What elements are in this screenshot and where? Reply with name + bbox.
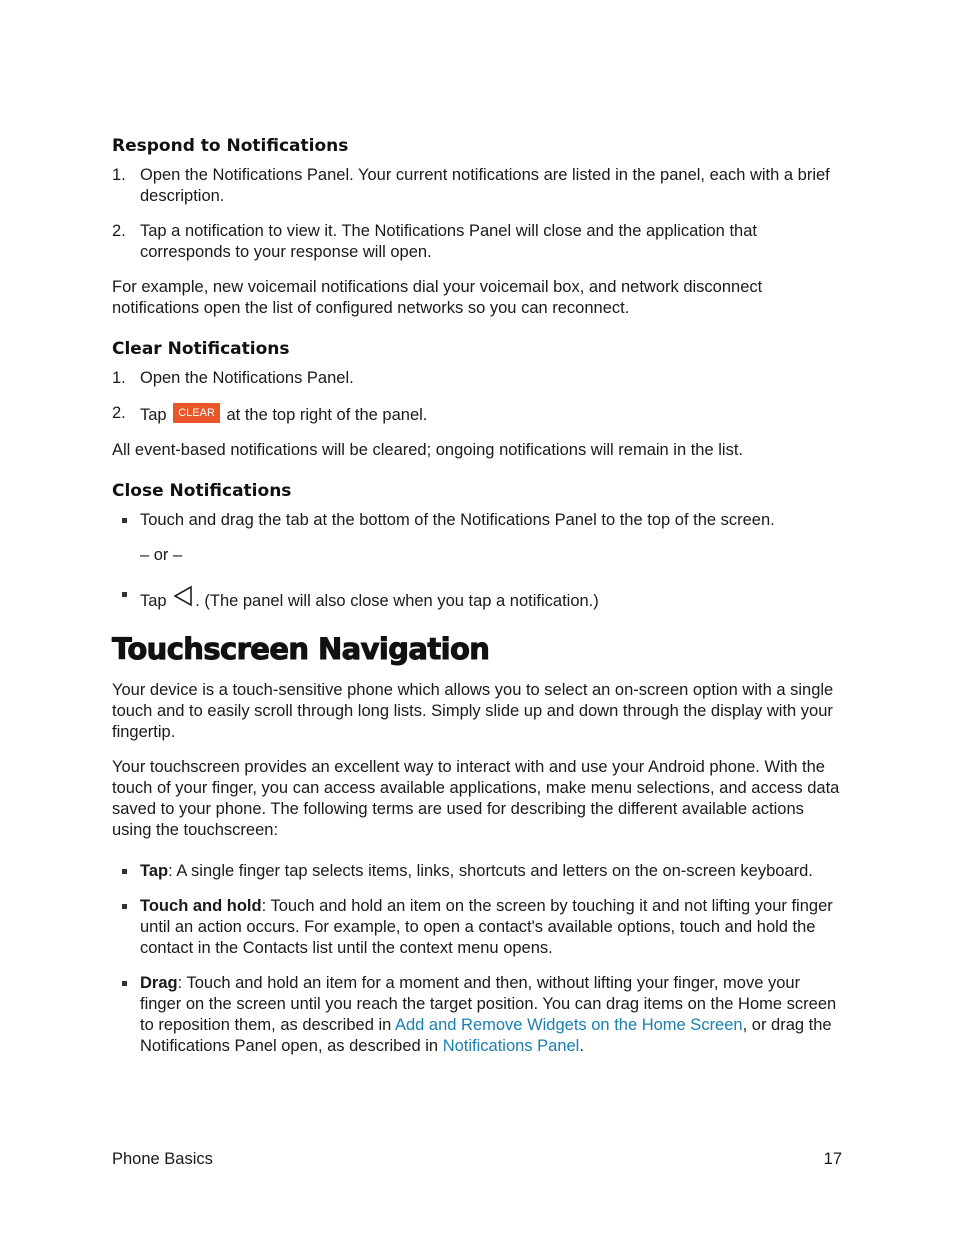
clear-heading: Clear Notifications xyxy=(112,339,290,359)
term-desc: , or drag the Notifications Panel open, as described in xyxy=(140,1016,832,1055)
navigation-paragraph-1: Your device is a touch-sensitive phone which allows you to select an on-screen option with a single touch and to easily scroll through long lists. Simply slide up and down through the display with your fingertip. xyxy=(112,681,834,741)
term-desc: : Touch and hold an item for a moment and then, without lifting your finger, move your finger on the screen until you reach the target position. You can drag items on the Home screen to reposition them, as described in xyxy=(140,974,837,1034)
bullet-icon xyxy=(122,904,127,909)
navigation-paragraph-2: Your touchscreen provides an excellent way to interact with and use your Android phone. With the touch of your finger, you can access available applications, make menu selections, and access data saved to your phone. The following terms are used for describing the different available actions using the touchscreen: xyxy=(112,758,840,839)
navigation-heading: Touchscreen Navigation xyxy=(112,632,490,666)
bullet-icon xyxy=(122,981,127,986)
list-item xyxy=(112,861,842,882)
step-text-before: Tap xyxy=(140,406,167,424)
notifications-panel-link[interactable]: Notifications Panel xyxy=(442,1037,580,1055)
respond-steps xyxy=(112,165,842,263)
step-text: Tap a notification to view it. The Notifications Panel will close and the application that corresponds to your response will open. xyxy=(140,222,757,261)
footer-section: Phone Basics xyxy=(112,1150,213,1168)
close-bullets-2 xyxy=(112,584,842,612)
list-item xyxy=(112,221,842,263)
list-item xyxy=(112,403,842,426)
clear-button-image: CLEAR xyxy=(173,403,220,423)
step-text: Open the Notifications Panel. Your current notifications are listed in the panel, each with a brief description. xyxy=(140,166,830,205)
step-number: 2. xyxy=(112,404,126,422)
clear-steps xyxy=(112,368,842,426)
step-text-after: at the top right of the panel. xyxy=(226,406,428,424)
or-separator: – or – xyxy=(140,546,183,564)
clear-section xyxy=(112,339,842,461)
list-item xyxy=(112,165,842,207)
term-drag: Drag xyxy=(140,974,178,992)
step-number: 1. xyxy=(112,166,126,184)
term-desc: : Touch and hold an item on the screen by touching it and not lifting your finger until an action occurs. For example, to open a contact's available options, touch and hold the contact in the Contacts list until the context menu opens. xyxy=(140,897,833,957)
bullet-icon xyxy=(122,592,127,597)
close-section xyxy=(112,481,842,612)
bullet-text-after: . (The panel will also close when you tap a notification.) xyxy=(195,592,599,610)
step-number: 2. xyxy=(112,222,126,240)
term-desc: : A single finger tap selects items, links, shortcuts and letters on the on-screen keyboard. xyxy=(168,862,813,880)
list-item xyxy=(112,368,842,389)
term-desc: . xyxy=(579,1037,584,1055)
list-item xyxy=(112,896,842,959)
page-number: 17 xyxy=(823,1150,842,1168)
list-item xyxy=(112,973,842,1057)
step-number: 1. xyxy=(112,369,126,387)
term-touch-and-hold: Touch and hold xyxy=(140,897,262,915)
list-item xyxy=(112,584,842,612)
bullet-icon xyxy=(122,869,127,874)
respond-paragraph: For example, new voicemail notifications dial your voicemail box, and network disconnect notifications open the list of configured networks so you can reconnect. xyxy=(112,278,763,317)
page-footer xyxy=(112,1150,842,1169)
widgets-link[interactable]: Add and Remove Widgets on the Home Screen xyxy=(394,1016,743,1034)
bullet-icon xyxy=(122,518,127,523)
close-heading: Close Notifications xyxy=(112,481,292,501)
bullet-text: Touch and drag the tab at the bottom of the Notifications Panel to the top of the screen. xyxy=(140,511,775,529)
term-tap: Tap xyxy=(140,862,169,880)
navigation-terms xyxy=(112,861,842,1057)
clear-paragraph: All event-based notifications will be cleared; ongoing notifications will remain in the list. xyxy=(112,441,743,459)
respond-section xyxy=(112,136,842,319)
bullet-text-before: Tap xyxy=(140,592,167,610)
list-item xyxy=(112,510,842,531)
step-text: Open the Notifications Panel. xyxy=(140,369,354,387)
close-bullets xyxy=(112,510,842,531)
page-content xyxy=(112,136,842,1071)
back-triangle-icon xyxy=(171,584,195,608)
respond-heading: Respond to Notifications xyxy=(112,136,349,156)
